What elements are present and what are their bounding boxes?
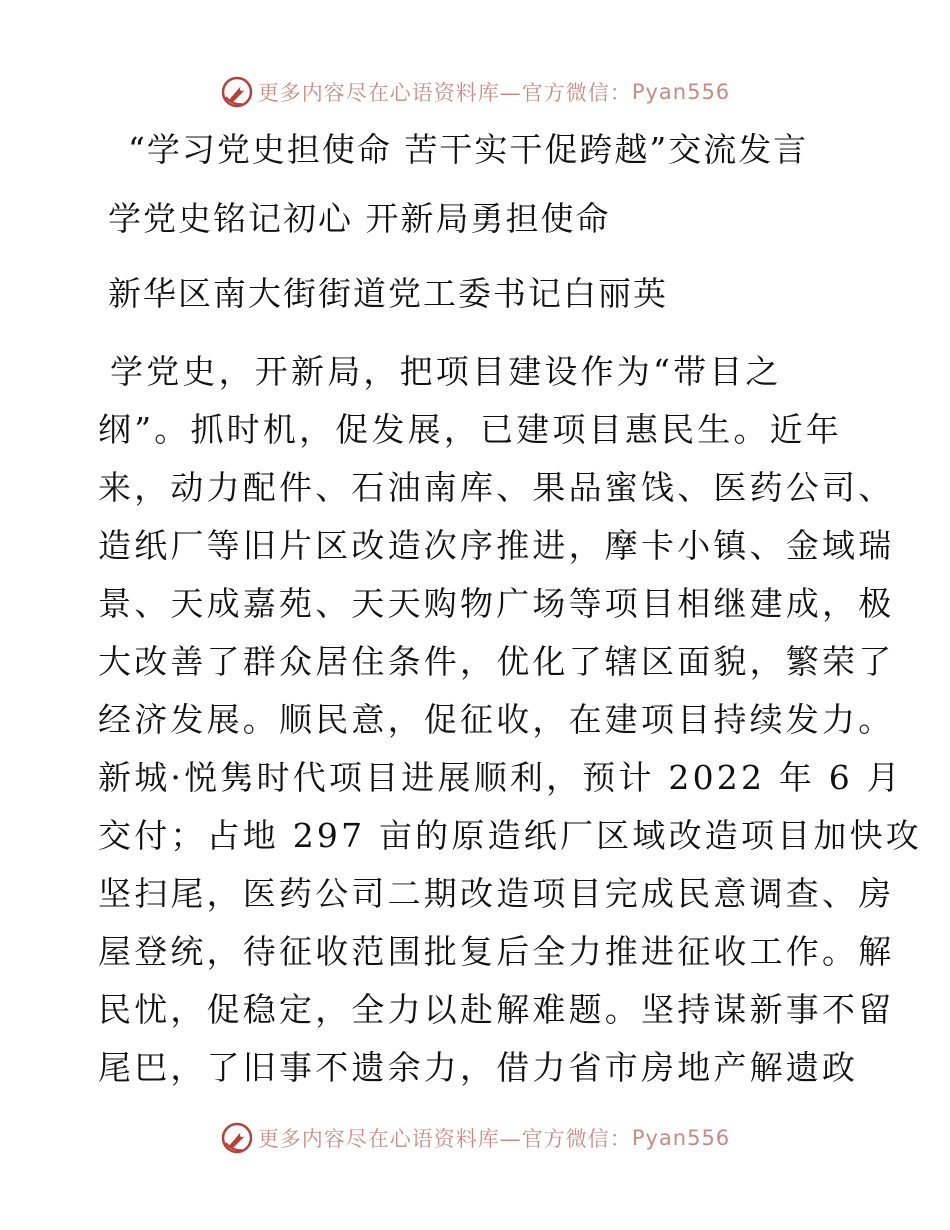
watermark-text: 更多内容尽在心语资料库—官方微信： xyxy=(257,1127,632,1151)
body-line: 民忧，促稳定，全力以赴解难题。坚持谋新事不留 xyxy=(98,990,895,1029)
pen-nib-logo-icon xyxy=(220,1121,254,1155)
body-line: 大改善了群众居住条件，优化了辖区面貌，繁荣了 xyxy=(98,642,895,681)
watermark-wechat-id: Pyan556 xyxy=(631,1126,731,1150)
body-line: 来，动力配件、石油南库、果品蜜饯、医药公司、 xyxy=(98,468,895,507)
body-line: 景、天成嘉苑、天天购物广场等项目相继建成，极 xyxy=(98,584,895,623)
footer-watermark xyxy=(0,1118,950,1158)
watermark-text: 更多内容尽在心语资料库—官方微信： xyxy=(257,81,632,105)
document-body xyxy=(98,343,922,1097)
body-line: 学党史，开新局，把项目建设作为“带目之 xyxy=(110,352,782,391)
document-title: “学习党史担使命 苦干实干促跨越”交流发言 xyxy=(128,130,809,169)
pen-nib-logo-icon xyxy=(220,75,254,109)
body-line: 坚扫尾，医药公司二期改造项目完成民意调查、房 xyxy=(98,874,895,913)
body-line: 尾巴，了旧事不遗余力，借力省市房地产解遗政 xyxy=(98,1048,859,1087)
document-author: 新华区南大街街道党工委书记白丽英 xyxy=(108,274,668,313)
header-watermark xyxy=(0,72,950,112)
document-subtitle: 学党史铭记初心 开新局勇担使命 xyxy=(108,199,611,238)
body-line: 经济发展。顺民意，促征收，在建项目持续发力。 xyxy=(98,700,895,739)
body-line: 新城·悦隽时代项目进展顺利，预计 2022 年 6 月 xyxy=(98,758,903,797)
body-line: 造纸厂等旧片区改造次序推进，摩卡小镇、金域瑞 xyxy=(98,526,895,565)
body-line: 交付；占地 297 亩的原造纸厂区域改造项目加快攻 xyxy=(98,816,922,855)
body-line: 屋登统，待征收范围批复后全力推进征收工作。解 xyxy=(98,932,895,971)
body-line: 纲”。抓时机，促发展，已建项目惠民生。近年 xyxy=(98,410,843,449)
watermark-wechat-id: Pyan556 xyxy=(631,80,731,104)
